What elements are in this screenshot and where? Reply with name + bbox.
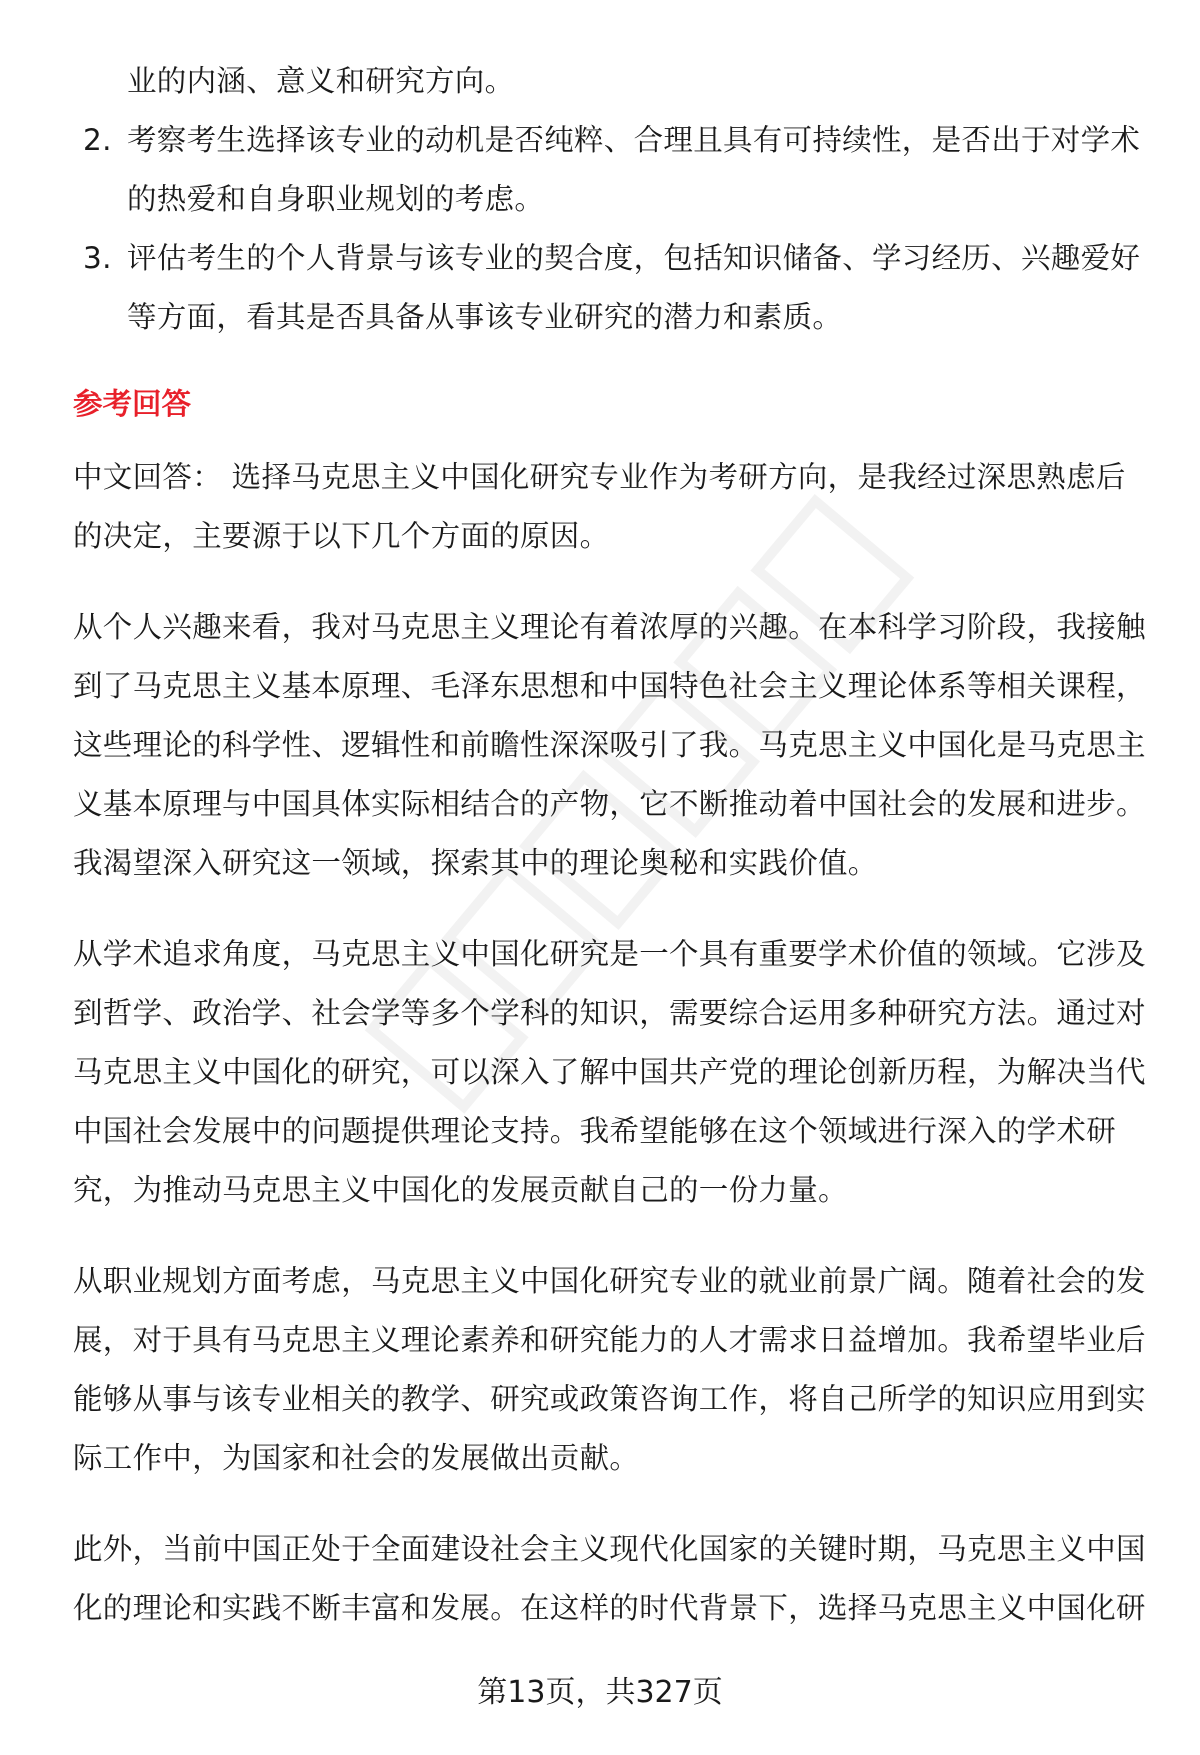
list-item-text: 考察考生选择该专业的动机是否纯粹、合理且具有可持续性，是否出于对学术的热爱和自身职业规划的考虑。 xyxy=(127,123,1141,216)
list-item xyxy=(73,229,1153,347)
list-number: 2. xyxy=(83,123,112,157)
paragraph: 从个人兴趣来看，我对马克思主义理论有着浓厚的兴趣。在本科学习阶段，我接触到了马克思主义基本原理、毛泽东思想和中国特色社会主义理论体系等相关课程，这些理论的科学性、逻辑性和前瞻性深深吸引了我。马克思主义中国化是马克思主义基本原理与中国具体实际相结合的产物，它不断推动着中国社会的发展和进步。我渴望深入研究这一领域，探索其中的理论奥秘和实践价值。 xyxy=(73,610,1146,880)
list-number: 3. xyxy=(83,241,112,275)
paragraph: 此外，当前中国正处于全面建设社会主义现代化国家的关键时期，马克思主义中国化的理论和实践不断丰富和发展。在这样的时代背景下，选择马克思主义中国化研 xyxy=(73,1532,1146,1625)
page-number-footer: 第13页，共327页 xyxy=(477,1675,723,1710)
paragraph: 中文回答： 选择马克思主义中国化研究专业作为考研方向，是我经过深思熟虑后的决定，主要源于以下几个方面的原因。 xyxy=(73,460,1126,553)
list-item-text: 评估考生的个人背景与该专业的契合度，包括知识储备、学习经历、兴趣爱好等方面，看其是否具备从事该专业研究的潜力和素质。 xyxy=(127,241,1141,334)
paragraph: 从学术追求角度，马克思主义中国化研究是一个具有重要学术价值的领域。它涉及到哲学、政治学、社会学等多个学科的知识，需要综合运用多种研究方法。通过对马克思主义中国化的研究，可以深入了解中国共产党的理论创新历程，为解决当代中国社会发展中的问题提供理论支持。我希望能够在这个领域进行深入的学术研究，为推动马克思主义中国化的发展贡献自己的一份力量。 xyxy=(73,937,1146,1207)
list-continuation: 业的内涵、意义和研究方向。 xyxy=(127,64,515,98)
list-item xyxy=(73,111,1153,229)
paragraph: 从职业规划方面考虑，马克思主义中国化研究专业的就业前景广阔。随着社会的发展，对于具有马克思主义理论素养和研究能力的人才需求日益增加。我希望毕业后能够从事与该专业相关的教学、研究或政策咨询工作，将自己所学的知识应用到实际工作中，为国家和社会的发展做出贡献。 xyxy=(73,1264,1146,1475)
page-content xyxy=(73,52,1153,1670)
section-heading: 参考回答 xyxy=(73,387,192,421)
